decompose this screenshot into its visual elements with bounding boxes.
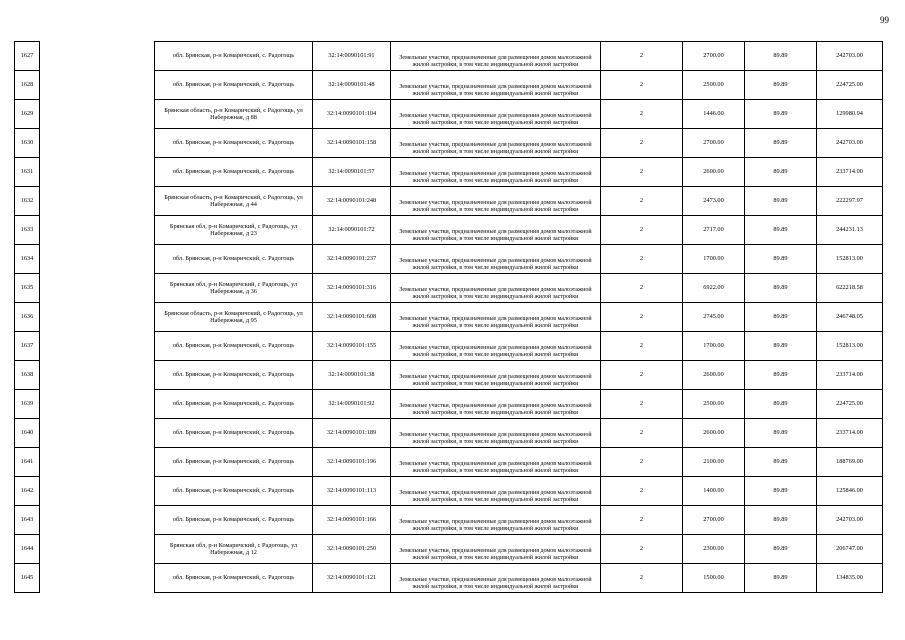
empty-column: [40, 216, 155, 245]
table-row: [15, 216, 883, 245]
address-cell: обл. Брянская, р-н Комаричский, с. Радогощь: [155, 448, 313, 477]
land-use-cell: Земельные участки, предназначенные для размещения домов малоэтажной жилой застройки, в том числе индивидуальной жилой застройки: [391, 187, 601, 216]
cadastral-number-cell: 32:14:0090101:158: [313, 129, 391, 158]
address-cell: обл. Брянская, р-н Комаричский, с. Радогощь: [155, 71, 313, 100]
land-use-cell: Земельные участки, предназначенные для размещения домов малоэтажной жилой застройки, в том числе индивидуальной жилой застройки: [391, 100, 601, 129]
category-cell: 2: [601, 245, 683, 274]
rate-cell: 89.89: [745, 535, 817, 564]
cadastral-number-cell: 32:14:0090101:121: [313, 564, 391, 593]
empty-column: [40, 419, 155, 448]
row-number: 1627: [15, 42, 40, 71]
row-number: 1638: [15, 361, 40, 390]
category-cell: 2: [601, 477, 683, 506]
row-number: 1630: [15, 129, 40, 158]
rate-cell: 89.89: [745, 564, 817, 593]
address-cell: обл. Брянская, р-н Комаричский, с. Радогощь: [155, 129, 313, 158]
cadastral-number-cell: 32:14:0090101:57: [313, 158, 391, 187]
area-cell: 2600.00: [683, 419, 745, 448]
table-row: [15, 390, 883, 419]
empty-column: [40, 100, 155, 129]
cadastral-number-cell: 32:14:0090101:248: [313, 187, 391, 216]
empty-column: [40, 535, 155, 564]
cadastral-value-cell: 242703.00: [817, 129, 883, 158]
cadastral-value-cell: 125846.00: [817, 477, 883, 506]
row-number: 1629: [15, 100, 40, 129]
table-row: [15, 71, 883, 100]
cadastral-number-cell: 32:14:0090101:91: [313, 42, 391, 71]
cadastral-number-cell: 32:14:0090101:237: [313, 245, 391, 274]
cadastral-value-cell: 233714.00: [817, 419, 883, 448]
table-row: [15, 158, 883, 187]
address-cell: обл. Брянская, р-н Комаричский, с. Радогощь: [155, 42, 313, 71]
cadastral-value-cell: 224725.00: [817, 71, 883, 100]
table-row: [15, 361, 883, 390]
area-cell: 1700.00: [683, 332, 745, 361]
address-cell: обл. Брянская, р-н Комаричский, с. Радогощь: [155, 419, 313, 448]
row-number: 1643: [15, 506, 40, 535]
empty-column: [40, 448, 155, 477]
area-cell: 2700.00: [683, 42, 745, 71]
rate-cell: 89.89: [745, 187, 817, 216]
area-cell: 1500.00: [683, 564, 745, 593]
category-cell: 2: [601, 564, 683, 593]
row-number: 1637: [15, 332, 40, 361]
cadastral-number-cell: 32:14:0090101:166: [313, 506, 391, 535]
category-cell: 2: [601, 216, 683, 245]
address-cell: обл. Брянская, р-н Комаричский, с. Радогощь: [155, 564, 313, 593]
area-cell: 2500.00: [683, 390, 745, 419]
address-cell: Брянская область, р-н Комаричский, с Радогощь, ул Набережная, д 44: [155, 187, 313, 216]
category-cell: 2: [601, 274, 683, 303]
land-registry-table: [14, 41, 883, 593]
category-cell: 2: [601, 390, 683, 419]
cadastral-value-cell: 129980.94: [817, 100, 883, 129]
cadastral-value-cell: 246748.05: [817, 303, 883, 332]
table-row: [15, 506, 883, 535]
row-number: 1628: [15, 71, 40, 100]
cadastral-number-cell: 32:14:0090101:48: [313, 71, 391, 100]
table-row: [15, 129, 883, 158]
land-use-cell: Земельные участки, предназначенные для размещения домов малоэтажной жилой застройки, в том числе индивидуальной жилой застройки: [391, 71, 601, 100]
cadastral-value-cell: 152813.00: [817, 332, 883, 361]
empty-column: [40, 303, 155, 332]
table-row: [15, 535, 883, 564]
empty-column: [40, 245, 155, 274]
land-use-cell: Земельные участки, предназначенные для размещения домов малоэтажной жилой застройки, в том числе индивидуальной жилой застройки: [391, 216, 601, 245]
category-cell: 2: [601, 158, 683, 187]
cadastral-value-cell: 242703.00: [817, 42, 883, 71]
empty-column: [40, 274, 155, 303]
rate-cell: 89.89: [745, 100, 817, 129]
area-cell: 2700.00: [683, 506, 745, 535]
address-cell: обл. Брянская, р-н Комаричский, с. Радогощь: [155, 361, 313, 390]
row-number: 1636: [15, 303, 40, 332]
rate-cell: 89.89: [745, 216, 817, 245]
cadastral-number-cell: 32:14:0090101:113: [313, 477, 391, 506]
rate-cell: 89.89: [745, 71, 817, 100]
land-use-cell: Земельные участки, предназначенные для размещения домов малоэтажной жилой застройки, в том числе индивидуальной жилой застройки: [391, 564, 601, 593]
empty-column: [40, 564, 155, 593]
empty-column: [40, 187, 155, 216]
row-number: 1632: [15, 187, 40, 216]
land-use-cell: Земельные участки, предназначенные для размещения домов малоэтажной жилой застройки, в том числе индивидуальной жилой застройки: [391, 274, 601, 303]
row-number: 1645: [15, 564, 40, 593]
area-cell: 2600.00: [683, 158, 745, 187]
land-use-cell: Земельные участки, предназначенные для размещения домов малоэтажной жилой застройки, в том числе индивидуальной жилой застройки: [391, 390, 601, 419]
table-row: [15, 448, 883, 477]
row-number: 1641: [15, 448, 40, 477]
category-cell: 2: [601, 100, 683, 129]
land-use-cell: Земельные участки, предназначенные для размещения домов малоэтажной жилой застройки, в том числе индивидуальной жилой застройки: [391, 158, 601, 187]
rate-cell: 89.89: [745, 245, 817, 274]
category-cell: 2: [601, 187, 683, 216]
land-use-cell: Земельные участки, предназначенные для размещения домов малоэтажной жилой застройки, в том числе индивидуальной жилой застройки: [391, 42, 601, 71]
row-number: 1631: [15, 158, 40, 187]
row-number: 1640: [15, 419, 40, 448]
address-cell: Брянская область, р-н Комаричский, с Радогощь, ул Набережная, д 95: [155, 303, 313, 332]
empty-column: [40, 361, 155, 390]
rate-cell: 89.89: [745, 448, 817, 477]
row-number: 1644: [15, 535, 40, 564]
table-row: [15, 42, 883, 71]
cadastral-value-cell: 224725.00: [817, 390, 883, 419]
rate-cell: 89.89: [745, 361, 817, 390]
address-cell: обл. Брянская, р-н Комаричский, с. Радогощь: [155, 245, 313, 274]
area-cell: 2717.00: [683, 216, 745, 245]
rate-cell: 89.89: [745, 332, 817, 361]
cadastral-number-cell: 32:14:0090101:608: [313, 303, 391, 332]
table-row: [15, 564, 883, 593]
cadastral-value-cell: 222297.97: [817, 187, 883, 216]
rate-cell: 89.89: [745, 390, 817, 419]
area-cell: 2745.00: [683, 303, 745, 332]
category-cell: 2: [601, 506, 683, 535]
cadastral-value-cell: 622218.58: [817, 274, 883, 303]
land-use-cell: Земельные участки, предназначенные для размещения домов малоэтажной жилой застройки, в том числе индивидуальной жилой застройки: [391, 535, 601, 564]
category-cell: 2: [601, 419, 683, 448]
area-cell: 2300.00: [683, 535, 745, 564]
address-cell: Брянская обл, р-н Комаричский, с Радогощь, ул Набережная, д 23: [155, 216, 313, 245]
table-row: [15, 332, 883, 361]
area-cell: 2600.00: [683, 361, 745, 390]
empty-column: [40, 332, 155, 361]
table-row: [15, 419, 883, 448]
rate-cell: 89.89: [745, 129, 817, 158]
cadastral-value-cell: 188769.00: [817, 448, 883, 477]
cadastral-number-cell: 32:14:0090101:189: [313, 419, 391, 448]
table-row: [15, 303, 883, 332]
category-cell: 2: [601, 42, 683, 71]
row-number: 1634: [15, 245, 40, 274]
empty-column: [40, 390, 155, 419]
rate-cell: 89.89: [745, 303, 817, 332]
empty-column: [40, 158, 155, 187]
category-cell: 2: [601, 361, 683, 390]
address-cell: Брянская область, р-н Комаричский, с Радогощь, ул Набережная, д 88: [155, 100, 313, 129]
page-number: 99: [880, 15, 889, 25]
cadastral-value-cell: 233714.00: [817, 158, 883, 187]
area-cell: 6922.00: [683, 274, 745, 303]
address-cell: обл. Брянская, р-н Комаричский, с. Радогощь: [155, 506, 313, 535]
cadastral-number-cell: 32:14:0090101:250: [313, 535, 391, 564]
cadastral-value-cell: 152813.00: [817, 245, 883, 274]
empty-column: [40, 129, 155, 158]
empty-column: [40, 506, 155, 535]
cadastral-value-cell: 206747.00: [817, 535, 883, 564]
land-use-cell: Земельные участки, предназначенные для размещения домов малоэтажной жилой застройки, в том числе индивидуальной жилой застройки: [391, 303, 601, 332]
row-number: 1635: [15, 274, 40, 303]
rate-cell: 89.89: [745, 506, 817, 535]
area-cell: 2700.00: [683, 129, 745, 158]
category-cell: 2: [601, 71, 683, 100]
area-cell: 2473.00: [683, 187, 745, 216]
cadastral-number-cell: 32:14:0090101:316: [313, 274, 391, 303]
address-cell: Брянская обл, р-н Комаричский, с Радогощь, ул Набережная, д 12: [155, 535, 313, 564]
land-use-cell: Земельные участки, предназначенные для размещения домов малоэтажной жилой застройки, в том числе индивидуальной жилой застройки: [391, 419, 601, 448]
cadastral-value-cell: 233714.00: [817, 361, 883, 390]
cadastral-number-cell: 32:14:0090101:196: [313, 448, 391, 477]
address-cell: обл. Брянская, р-н Комаричский, с. Радогощь: [155, 477, 313, 506]
land-use-cell: Земельные участки, предназначенные для размещения домов малоэтажной жилой застройки, в том числе индивидуальной жилой застройки: [391, 245, 601, 274]
category-cell: 2: [601, 129, 683, 158]
cadastral-value-cell: 134835.00: [817, 564, 883, 593]
category-cell: 2: [601, 535, 683, 564]
row-number: 1642: [15, 477, 40, 506]
table-row: [15, 245, 883, 274]
rate-cell: 89.89: [745, 274, 817, 303]
empty-column: [40, 71, 155, 100]
area-cell: 1446.00: [683, 100, 745, 129]
cadastral-value-cell: 242703.00: [817, 506, 883, 535]
cadastral-number-cell: 32:14:0090101:104: [313, 100, 391, 129]
land-use-cell: Земельные участки, предназначенные для размещения домов малоэтажной жилой застройки, в том числе индивидуальной жилой застройки: [391, 506, 601, 535]
cadastral-number-cell: 32:14:0090101:72: [313, 216, 391, 245]
cadastral-number-cell: 32:14:0090101:155: [313, 332, 391, 361]
category-cell: 2: [601, 303, 683, 332]
table-row: [15, 100, 883, 129]
rate-cell: 89.89: [745, 419, 817, 448]
land-use-cell: Земельные участки, предназначенные для размещения домов малоэтажной жилой застройки, в том числе индивидуальной жилой застройки: [391, 129, 601, 158]
rate-cell: 89.89: [745, 42, 817, 71]
cadastral-number-cell: 32:14:0090101:92: [313, 390, 391, 419]
table-row: [15, 274, 883, 303]
category-cell: 2: [601, 332, 683, 361]
land-use-cell: Земельные участки, предназначенные для размещения домов малоэтажной жилой застройки, в том числе индивидуальной жилой застройки: [391, 477, 601, 506]
cadastral-number-cell: 32:14:0090101:38: [313, 361, 391, 390]
rate-cell: 89.89: [745, 477, 817, 506]
area-cell: 1400.00: [683, 477, 745, 506]
address-cell: обл. Брянская, р-н Комаричский, с. Радогощь: [155, 390, 313, 419]
land-use-cell: Земельные участки, предназначенные для размещения домов малоэтажной жилой застройки, в том числе индивидуальной жилой застройки: [391, 361, 601, 390]
address-cell: Брянская обл, р-н Комаричский, с Радогощь, ул Набережная, д 36: [155, 274, 313, 303]
table-row: [15, 187, 883, 216]
land-use-cell: Земельные участки, предназначенные для размещения домов малоэтажной жилой застройки, в том числе индивидуальной жилой застройки: [391, 448, 601, 477]
row-number: 1633: [15, 216, 40, 245]
category-cell: 2: [601, 448, 683, 477]
empty-column: [40, 477, 155, 506]
table-body: [15, 42, 883, 593]
area-cell: 2500.00: [683, 71, 745, 100]
area-cell: 1700.00: [683, 245, 745, 274]
area-cell: 2100.00: [683, 448, 745, 477]
cadastral-value-cell: 244231.13: [817, 216, 883, 245]
address-cell: обл. Брянская, р-н Комаричский, с. Радогощь: [155, 158, 313, 187]
land-use-cell: Земельные участки, предназначенные для размещения домов малоэтажной жилой застройки, в том числе индивидуальной жилой застройки: [391, 332, 601, 361]
row-number: 1639: [15, 390, 40, 419]
table-row: [15, 477, 883, 506]
address-cell: обл. Брянская, р-н Комаричский, с. Радогощь: [155, 332, 313, 361]
rate-cell: 89.89: [745, 158, 817, 187]
empty-column: [40, 42, 155, 71]
